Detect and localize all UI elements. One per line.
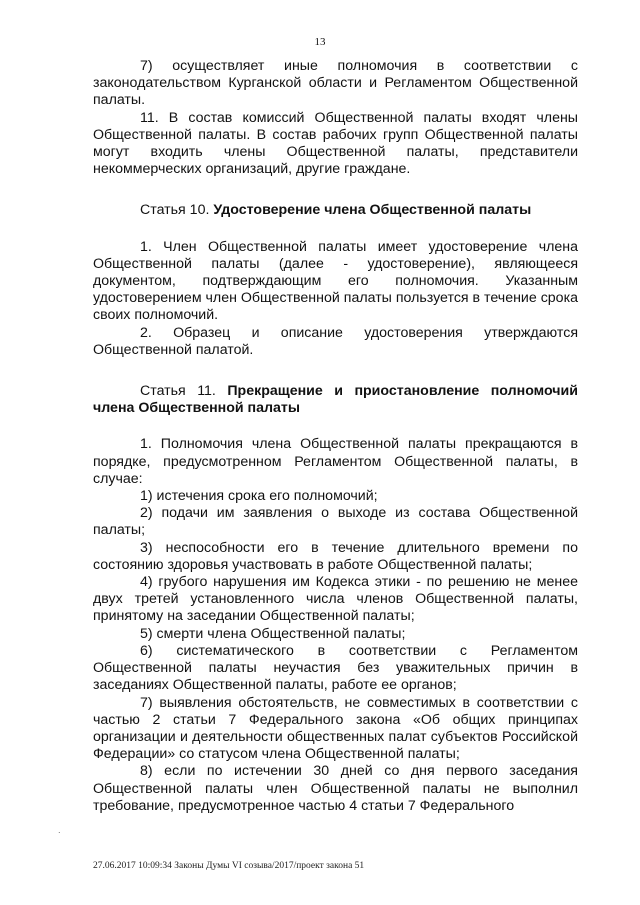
article-11-item-5: 5) смерти члена Общественной палаты; xyxy=(140,625,406,642)
article-11-item-8: 8) если по истечении 30 дней со дня первого заседания Общественной палаты член Общественной палаты не выполнил требование, предусмотренное частью 4 статьи 7 Федерального xyxy=(93,763,578,814)
article-11-item-7: 7) выявления обстоятельств, не совместимых в соответствии с частью 2 статьи 7 Федерального закона «Об общих принципах организации и деятельности общественных палат субъектов Российской Федерации» со статусом члена Общественной палаты; xyxy=(93,694,578,763)
footer-stamp: 27.06.2017 10:09:34 Законы Думы VI созыва/2017/проект закона 51 xyxy=(93,861,365,871)
article-11-item-2: 2) подачи им заявления о выходе из состава Общественной палаты; xyxy=(93,505,578,539)
document-body xyxy=(93,58,578,815)
article-11-paragraph-1: 1. Полномочия члена Общественной палаты прекращаются в порядке, предусмотренном Регламентом Общественной палаты, в случае: xyxy=(93,436,578,487)
article-10-heading xyxy=(93,202,578,219)
margin-mark: . xyxy=(58,826,61,835)
page-number: 13 xyxy=(314,36,326,48)
paragraph-item-7: 7) осуществляет иные полномочия в соответствии с законодательством Курганской области и Регламентом Общественной палаты. xyxy=(93,58,578,109)
article-11-item-6: 6) систематического в соответствии с Регламентом Общественной палаты неучастия без уважительных причин в заседаниях Общественной палаты, работе ее органов; xyxy=(93,642,578,694)
article-11-item-4: 4) грубого нарушения им Кодекса этики - по решению не менее двух третей установленного числа членов Общественной палаты, принятому на заседании Общественной палаты; xyxy=(93,574,578,625)
article-10-title: Удостоверение члена Общественной палаты xyxy=(213,202,532,219)
article-11-item-3: 3) неспособности его в течение длительного времени по состоянию здоровья участвовать в работе Общественной палаты; xyxy=(93,539,578,573)
article-10-paragraph-1: 1. Член Общественной палаты имеет удостоверение члена Общественной палаты (далее - удостоверение), являющееся документом, подтверждающим его полномочия. Указанным удостоверением член Общественной палаты пользуется в течение срока своих полномочий. xyxy=(93,238,578,324)
paragraph-11: 11. В состав комиссий Общественной палаты входят члены Общественной палаты. В состав рабочих групп Общественной палаты могут входить члены Общественной палаты, представители некоммерческих организаций, другие граждане. xyxy=(93,109,578,178)
article-10-paragraph-2: 2. Образец и описание удостоверения утверждаются Общественной палатой. xyxy=(93,324,578,358)
article-11-label: Статья 11. xyxy=(140,383,216,400)
article-11-title: Прекращение и приостановление полномочий члена Общественной палаты xyxy=(93,383,578,417)
article-10-label: Статья 10. xyxy=(140,202,210,219)
article-11-heading xyxy=(93,383,578,417)
article-11-item-1: 1) истечения срока его полномочий; xyxy=(140,488,378,505)
